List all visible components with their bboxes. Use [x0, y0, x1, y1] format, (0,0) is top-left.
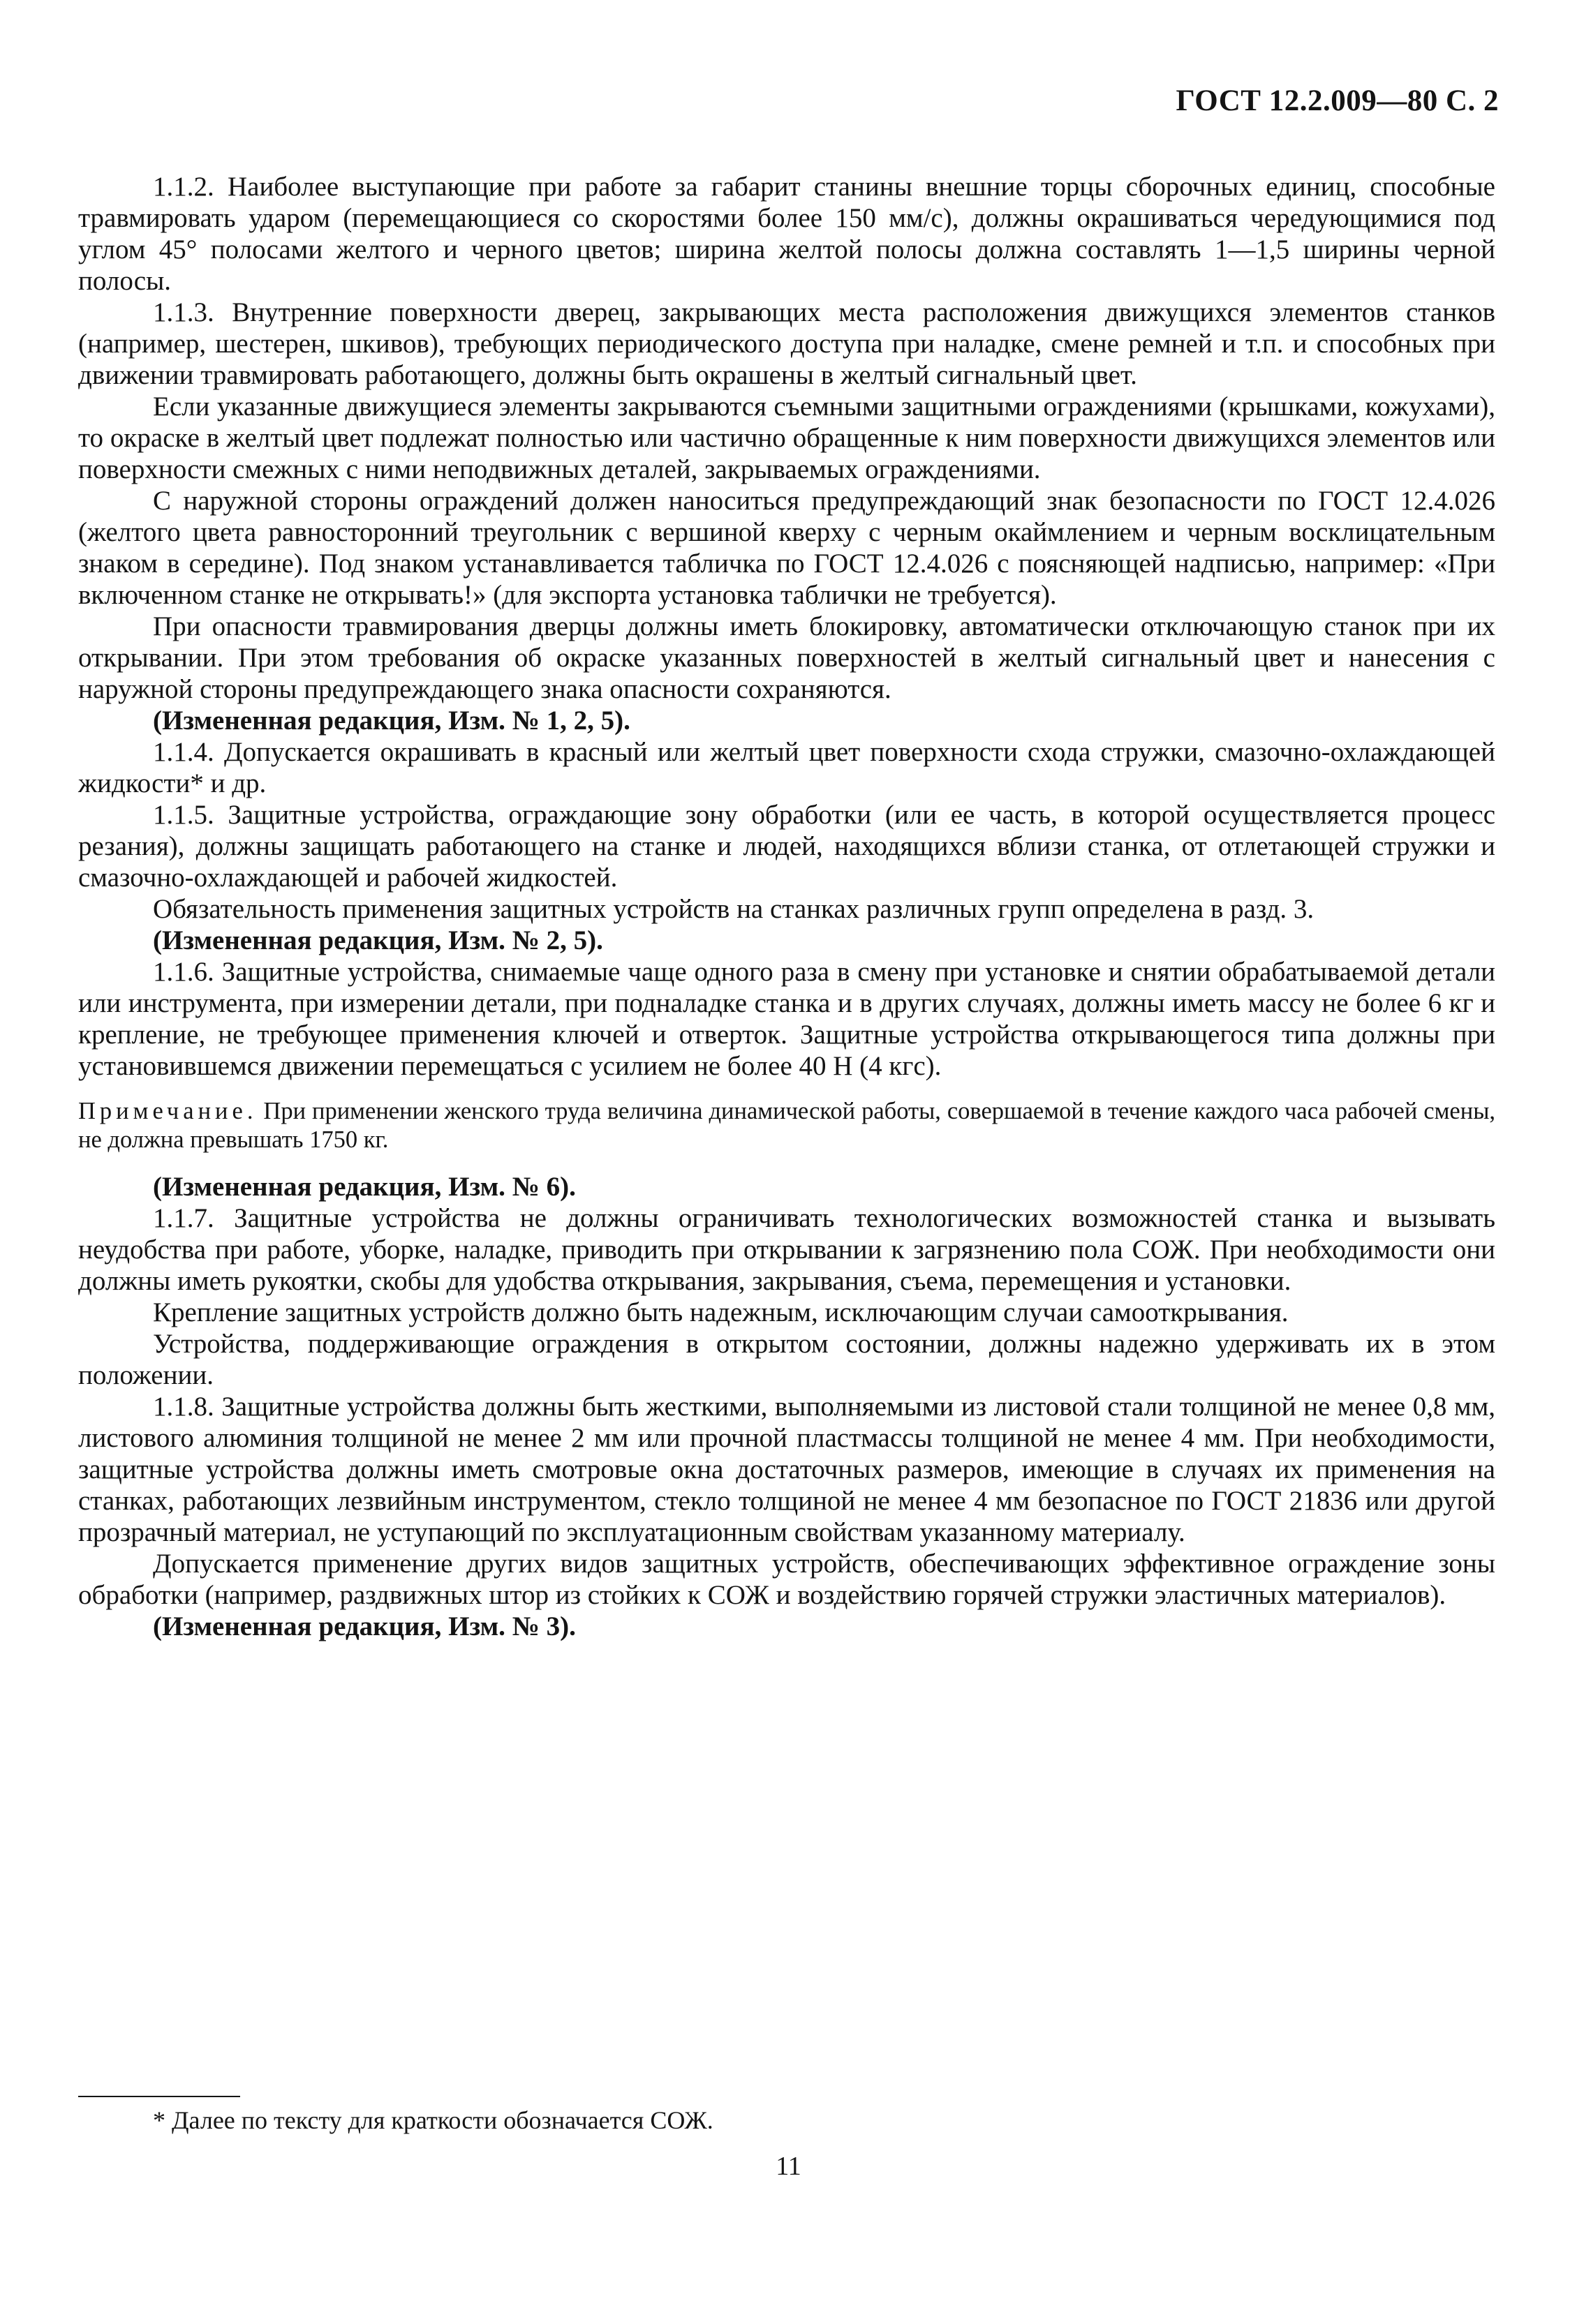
paragraph-1-1-2: 1.1.2. Наиболее выступающие при работе за габарит станины внешние торцы сборочных единиц, способные травмировать ударом (перемещающиеся со скоростями более 150 мм/с), должны окрашиваться чередующимися под углом 45° полосами желтого и черного цветов; ширина желтой полосы должна составлять 1—1,5 ширины черной полосы. — [78, 172, 1495, 296]
paragraph-1-1-5: 1.1.5. Защитные устройства, ограждающие зону обработки (или ее часть, в которой осуществляется процесс резания), должны защищать работающего на станке и людей, находящихся вблизи станка, от отлетающей стружки и смазочно-охлаждающей и рабочей жидкостей. — [78, 800, 1495, 893]
paragraph-1-1-7: 1.1.7. Защитные устройства не должны ограничивать технологических возможностей станка и вызывать неудобства при работе, уборке, наладке, приводить при открывании к загрязнению пола СОЖ. При необходимости они должны иметь рукоятки, скобы для удобства открывания, закрывания, съема, перемещения и установки. — [78, 1203, 1495, 1296]
document-body — [78, 171, 1495, 1642]
revision-note: (Измененная редакция, Изм. № 6). — [153, 1172, 576, 1202]
footnote: * Далее по тексту для краткости обозначается СОЖ. — [153, 2106, 713, 2134]
paragraph-mandatory-guards: Обязательность применения защитных устройств на станках различных групп определена в разд. 3. — [153, 894, 1315, 924]
revision-note: (Измененная редакция, Изм. № 3). — [153, 1611, 576, 1641]
paragraph-removable-guards: Если указанные движущиеся элементы закрываются съемными защитными ограждениями (крышками, кожухами), то окраске в желтый цвет подлежат полностью или частично обращенные к ним поверхности движущихся элементов или поверхности смежных с ними неподвижных деталей, закрываемых ограждениями. — [78, 392, 1495, 484]
paragraph-other-guards: Допускается применение других видов защитных устройств, обеспечивающих эффективное ограждение зоны обработки (например, раздвижных штор из стойких к СОЖ и воздействию горячей стружки эластичных материалов). — [78, 1549, 1495, 1610]
paragraph-1-1-3: 1.1.3. Внутренние поверхности дверец, закрывающих места расположения движущихся элементов станков (например, шестерен, шкивов), требующих периодического доступа при наладке, смене ремней и т.п. и способных при движении травмировать работающего, должны быть окрашены в желтый сигнальный цвет. — [78, 297, 1495, 390]
paragraph-warning-sign: С наружной стороны ограждений должен наноситься предупреждающий знак безопасности по ГОСТ 12.4.026 (желтого цвета равносторонний треугольник с вершиной кверху с черным окаймлением и черным восклицательным знаком в середине). Под знаком устанавливается табличка по ГОСТ 12.4.026 с поясняющей надписью, например: «При включенном станке не открывать!» (для экспорта установка таблички не требуется). — [78, 486, 1495, 610]
page-number: 11 — [776, 2152, 801, 2181]
paragraph-1-1-6: 1.1.6. Защитные устройства, снимаемые чаще одного раза в смену при установке и снятии обрабатываемой детали или инструмента, при измерении детали, при подналадке станка и в других случаях, должны иметь массу не более 6 кг и крепление, не требующее применения ключей и отверток. Защитные устройства открывающегося типа должны при установившемся движении перемещаться с усилием не более 40 Н (4 кгс). — [78, 957, 1495, 1081]
paragraph-1-1-8: 1.1.8. Защитные устройства должны быть жесткими, выполняемыми из листовой стали толщиной не менее 0,8 мм, листового алюминия толщиной не менее 2 мм или прочной пластмассы толщиной не менее 4 мм. При необходимости, защитные устройства должны иметь смотровые окна достаточных размеров, имеющие в случаях их применения на станках, работающих лезвийным инструментом, стекло толщиной не менее 4 мм безопасное по ГОСТ 21836 или другой прозрачный материал, не уступающий по эксплуатационным свойствам указанному материалу. — [78, 1392, 1495, 1547]
note-label: Примечание. — [78, 1098, 258, 1124]
paragraph-door-interlock: При опасности травмирования дверцы должны иметь блокировку, автоматически отключающую станок при их открывании. При этом требования об окраске указанных поверхностей в желтый сигнальный цвет и нанесения с наружной стороны предупреждающего знака опасности сохраняются. — [78, 611, 1495, 704]
revision-note: (Измененная редакция, Изм. № 1, 2, 5). — [153, 706, 630, 736]
revision-note: (Измененная редакция, Изм. № 2, 5). — [153, 925, 603, 955]
note-text: При применении женского труда величина динамической работы, совершаемой в течение каждого часа рабочей смены, не должна превышать 1750 кг. — [78, 1098, 1496, 1153]
paragraph-fastening: Крепление защитных устройств должно быть надежным, исключающим случаи самооткрывания. — [153, 1297, 1289, 1327]
footnote-divider — [78, 2096, 240, 2097]
paragraph-holding-devices: Устройства, поддерживающие ограждения в открытом состоянии, должны надежно удерживать их в этом положении. — [78, 1329, 1495, 1390]
paragraph-1-1-4: 1.1.4. Допускается окрашивать в красный или желтый цвет поверхности схода стружки, смазочно-охлаждающей жидкости* и др. — [78, 737, 1495, 798]
page-header: ГОСТ 12.2.009—80 С. 2 — [1176, 84, 1499, 117]
note-block — [78, 1097, 1495, 1154]
